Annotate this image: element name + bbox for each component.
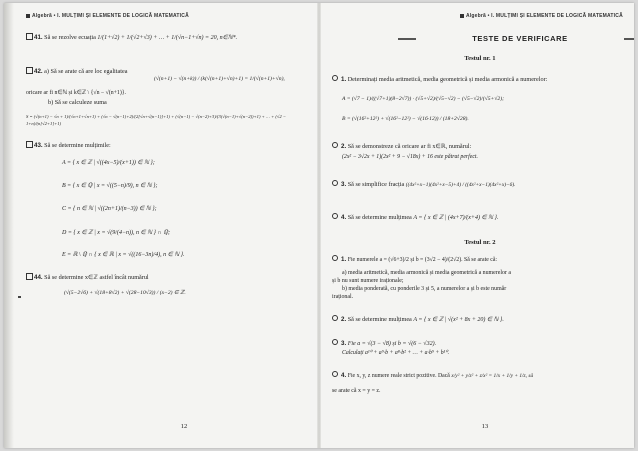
part-b-continued: irațional. <box>332 294 354 300</box>
problem-number-text: 41. <box>34 34 43 41</box>
test2-question-2 <box>332 315 504 324</box>
set-e: E = ℝ \ ℚ ∩ { x ∈ ℝ | x = √((16−3n)/4), n ∈ ℕ }. <box>62 252 185 258</box>
problem-42 <box>26 67 127 76</box>
right-page <box>320 3 634 448</box>
test-1-title: Testul nr. 1 <box>464 55 496 62</box>
equation-44: (√(5−2√6) + √(18+8√2) + √(28−10√3)) / (x−2) ∈ ℤ. <box>64 290 186 296</box>
question-text: Să se demonstreze că oricare ar fi x∈ℝ, numărul: <box>347 143 472 150</box>
right-page-header <box>460 13 623 19</box>
problem-41 <box>26 33 237 42</box>
checkbox-icon <box>26 141 33 148</box>
problem-text: Să se rezolve ecuația <box>44 34 96 41</box>
test1-question-3 <box>332 180 515 189</box>
expression: x/y² + y/z² + z/x² = 1/x + 1/y + 1/z, să <box>451 373 534 379</box>
left-page <box>4 3 318 448</box>
test2-question-3 <box>332 339 436 348</box>
bullet-circle-icon <box>332 339 338 345</box>
header-square-icon <box>26 14 30 18</box>
header-text: Algebră • I. MULȚIMI ȘI ELEMENTE DE LOGICĂ MATEMATICĂ <box>32 13 189 19</box>
problem-43 <box>26 141 111 150</box>
part-a-continued: și b nu sunt numere iraționale; <box>332 278 404 284</box>
expression-b: B = (√(16²+12²) + √(16²−12²) − √(16·12)) / (18+2√28). <box>342 116 469 122</box>
test1-question-4 <box>332 213 498 222</box>
question-number: 3. <box>341 340 347 347</box>
set-b: B = { x ∈ ℚ | x = √((5−n)/9), n ∈ ℕ }; <box>62 183 158 189</box>
question-text: Fie x, y, z numere reale strict pozitive. Dacă <box>347 373 450 379</box>
bullet-circle-icon <box>332 142 338 148</box>
section-banner: TESTE DE VERIFICARE <box>420 33 620 44</box>
checkbox-icon <box>26 33 33 40</box>
expression: (2x² − 3√2x + 1)(2x² + 9 − √18x) + 16 este pătrat perfect. <box>342 154 478 160</box>
test2-question-1 <box>332 255 497 264</box>
question-text: Fie a = √(3 − √8) și b = √(6 − √32). <box>347 341 437 347</box>
header-text: Algebră • I. MULȚIMI ȘI ELEMENTE DE LOGICĂ MATEMATICĂ <box>466 13 623 19</box>
problem-text: a) Să se arate că are loc egalitatea <box>44 68 128 75</box>
equation-42b: S = (√(n+1) − √n + 1)/(√n+1+√n+1) + (√n − √(n−1)+2)/(2[√n+√(n−1)]+1) + (√(n−1) − √(n−2)+3)/(3(√(n−1)+√(n−2))+1) + … + (√2 − 1+n)/(n[√2+1]+1) <box>26 114 286 126</box>
checkbox-icon <box>26 273 33 280</box>
page-number: 12 <box>180 423 188 430</box>
question-number: 2. <box>341 316 347 323</box>
problem-number <box>26 142 43 149</box>
test-2-title: Testul nr. 2 <box>464 239 496 246</box>
question-text: Fie numerele a = (√6+3)/2 și b = (3√2 − 4)/(2√2). Să se arate că: <box>347 257 498 263</box>
problem-text: Să se determine mulțimile: <box>44 142 111 149</box>
equation-42a: (√(n+1) − √(n+k)) / (k(√(n+1)+√n)+1) = 1/(√(n+1)+√n), <box>154 76 285 82</box>
question-number: 1. <box>341 76 347 83</box>
test1-question-2 <box>332 142 471 151</box>
bullet-circle-icon <box>332 213 338 219</box>
part-a: a) media aritmetică, media armonică și media geometrică a numerelor a <box>342 270 511 276</box>
problem-number <box>26 274 43 281</box>
test1-question-1 <box>332 75 628 84</box>
bullet-circle-icon <box>332 371 338 377</box>
expression: Calculați a¹⁰ + a⁹·b + a⁸·b² + … + a·b⁹ + b¹⁰. <box>342 350 450 356</box>
book-spread <box>4 3 634 448</box>
question-number: 3. <box>341 181 347 188</box>
expression-a: A = (√7 − 1)/((√7+1)(8−2√7)) · (√5+√2)/(√5−√2) − (√5−√2)/(√5+√2); <box>342 96 504 102</box>
expression: A = { x ∈ ℤ | (4x+7)/(x+4) ∈ ℕ }. <box>413 215 499 221</box>
question-text: Să se determine mulțimea <box>347 316 412 323</box>
equation: 1/(1+√2) + 1/(√2+√3) + … + 1/(√n−1+√n) = 20, n∈ℕ*. <box>97 35 238 41</box>
bullet-circle-icon <box>332 180 338 186</box>
part-b: b) media ponderată, cu ponderile 3 și 5, a numerelor a și b este număr <box>342 286 507 292</box>
question-number: 1. <box>341 256 347 263</box>
bullet-circle-icon <box>332 315 338 321</box>
checkbox-icon <box>26 67 33 74</box>
problem-text: Să se determine x∈ℤ astfel încât numărul <box>44 274 149 281</box>
part-42b: b) Să se calculeze suma <box>48 99 107 106</box>
question-text: Să se determine mulțimea <box>347 214 412 221</box>
bullet-circle-icon <box>332 255 338 261</box>
bullet-circle-icon <box>332 75 338 81</box>
left-page-header <box>26 13 189 19</box>
question-text: Să se simplifice fracția <box>347 181 405 188</box>
expression: A = { x ∈ ℤ | √(x² + 8x + 20) ∈ ℕ }. <box>413 317 504 323</box>
set-d: D = { x ∈ ℤ | x = √(9/(4−n)), n ∈ ℕ } ∩ ℚ; <box>62 230 170 236</box>
question-4-tail: se arate că x = y = z. <box>332 388 381 394</box>
condition-42a: oricare ar fi n∈ℕ și k∈ℤ \ {√n − √(n+1)}. <box>26 90 126 96</box>
set-a: A = { x ∈ ℤ | √((4x−5)/(x+1)) ∈ ℕ }; <box>62 160 155 166</box>
problem-number-text: 43. <box>34 142 43 149</box>
problem-number-text: 42. <box>34 68 43 75</box>
problem-number <box>26 34 43 41</box>
question-text: Determinați media aritmetică, media geometrică și media armonică a numerelor: <box>347 76 548 83</box>
question-number: 4. <box>341 372 347 379</box>
header-square-icon <box>460 14 464 18</box>
problem-number <box>26 68 43 75</box>
page-number: 13 <box>481 423 489 430</box>
question-number: 2. <box>341 143 347 150</box>
problem-number-text: 44. <box>34 274 43 281</box>
question-number: 4. <box>341 214 347 221</box>
expression: ((4x²+x−1)(4x²+x−5)+4) / ((4x²+x−1)(4x²+x)−6). <box>405 182 516 188</box>
problem-44 <box>26 273 149 282</box>
set-c: C = { n ∈ ℕ | √((2n+1)/(n−3)) ∈ ℕ }; <box>62 206 157 212</box>
test2-question-4 <box>332 371 533 380</box>
